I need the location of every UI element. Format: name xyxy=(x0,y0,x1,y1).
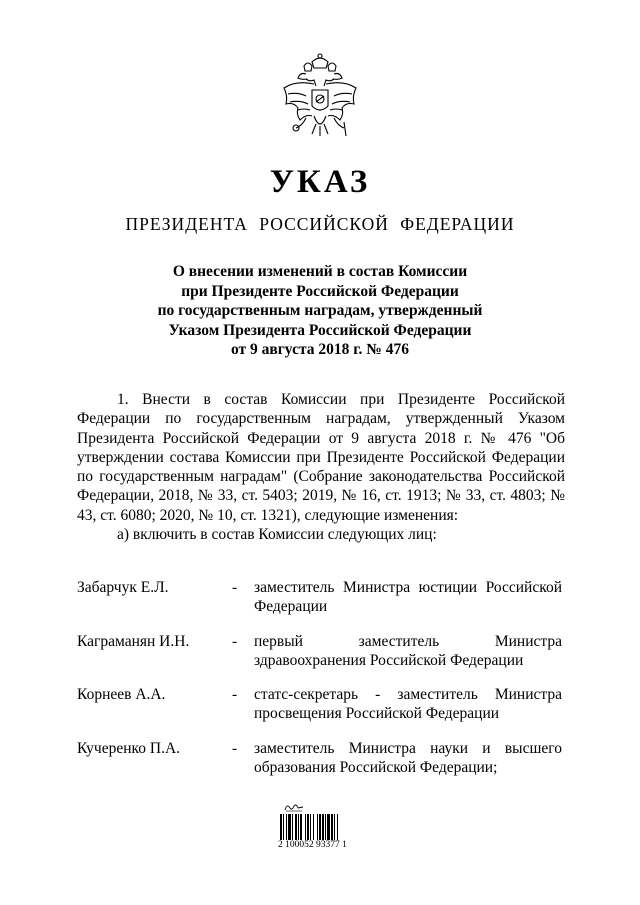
subitem-a: а) включить в состав Комиссии следующих лиц: xyxy=(117,526,437,544)
heading-line: по государственным наградам, утвержденный xyxy=(157,302,483,319)
coat-of-arms-emblem xyxy=(276,52,364,144)
barcode-number: 2 100052 93377 1 xyxy=(278,840,347,850)
decree-body xyxy=(77,390,565,544)
document-marks xyxy=(278,802,368,862)
list-item xyxy=(77,685,567,724)
heading-line: Указом Президента Российской Федерации xyxy=(168,321,472,339)
member-position: первый заместитель Министра здравоохранения Российской Федерации xyxy=(254,632,562,669)
member-position: заместитель Министра юстиции Российской Федерации xyxy=(254,579,562,616)
document-title: УКАЗ xyxy=(269,164,371,200)
barcode-icon xyxy=(280,814,366,840)
heading-line: от 9 августа 2018 г. № 476 xyxy=(230,341,409,358)
list-item xyxy=(77,632,567,671)
member-name: Кучеренко П.А. xyxy=(77,739,181,757)
member-name: Каграманян И.Н. xyxy=(77,632,190,650)
list-item xyxy=(77,739,567,778)
signature-mark-icon xyxy=(284,802,304,812)
member-dash: - xyxy=(232,739,238,757)
member-dash: - xyxy=(232,632,238,650)
member-position: статс-секретарь - заместитель Министра просвещения Российской Федерации xyxy=(254,686,562,723)
heading-line: О внесении изменений в состав Комиссии xyxy=(172,263,468,280)
member-name: Корнеев А.А. xyxy=(77,686,166,704)
paragraph-1: 1. Внести в состав Комиссии при Президенте Российской Федерации по государственным наградам, утвержденный Указом Президента Российской Федерации от 9 августа 2018 г. № 476 "Об утверждении состава Комиссии при Президенте Российской Федерации по государственным наградам" (Собрание законодательства Российской Федерации, 2018, № 33, ст. 5403; 2019, № 16, ст. 1913; № 33, ст. 4803; № 43, ст. 6080; 2020, № 10, ст. 1321), следующие изменения: xyxy=(77,391,565,524)
member-dash: - xyxy=(232,686,238,704)
heading-line: при Президенте Российской Федерации xyxy=(181,282,459,300)
list-item xyxy=(77,578,567,617)
member-position: заместитель Министра науки и высшего образования Российской Федерации; xyxy=(254,739,562,777)
document-subtitle: ПРЕЗИДЕНТА РОССИЙСКОЙ ФЕДЕРАЦИИ xyxy=(125,214,515,234)
members-list xyxy=(77,578,567,777)
member-name: Забарчук Е.Л. xyxy=(77,579,169,596)
member-dash: - xyxy=(232,579,238,596)
decree-heading xyxy=(90,262,550,360)
